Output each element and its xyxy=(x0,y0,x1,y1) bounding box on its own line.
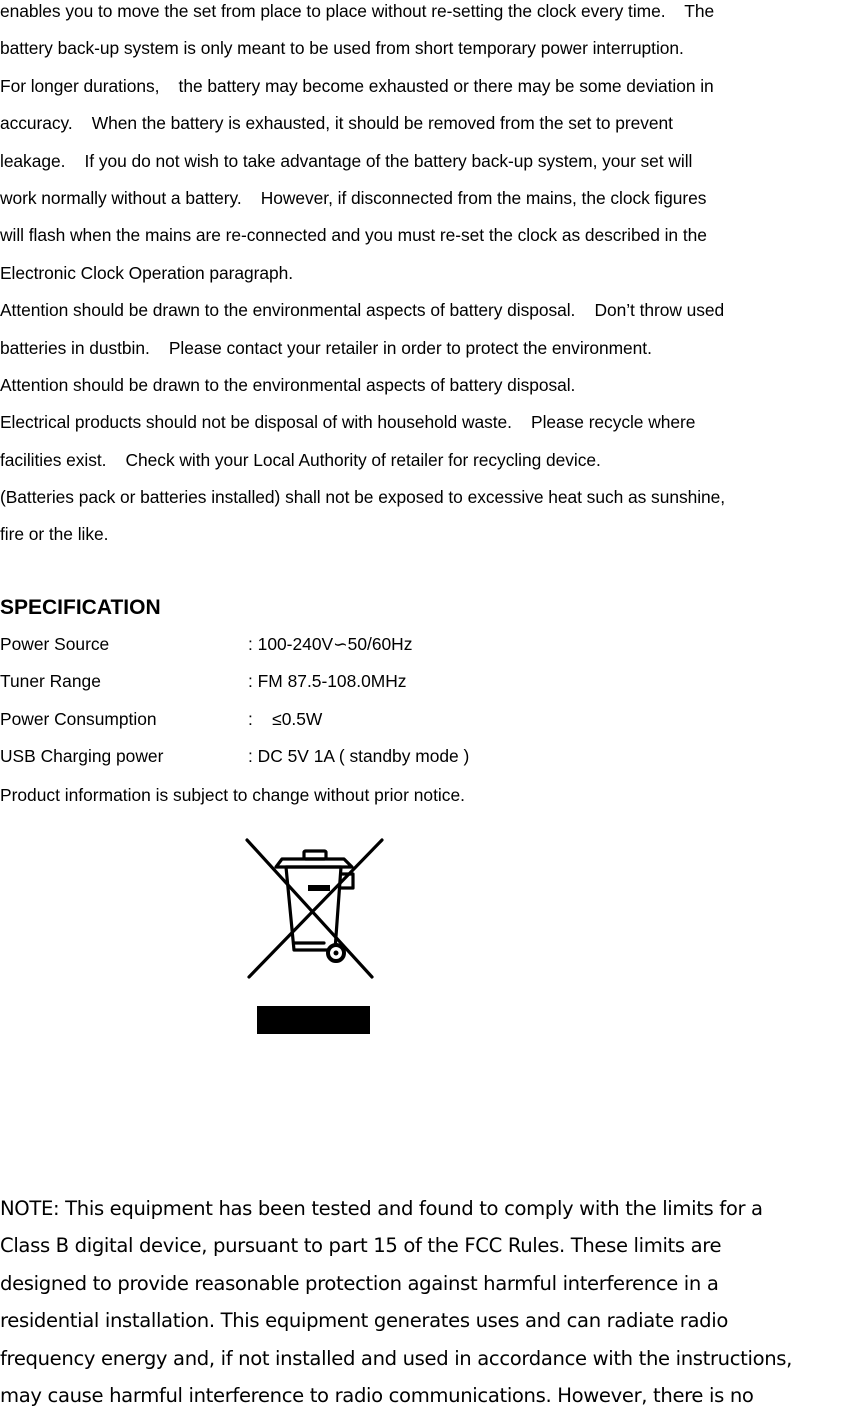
fcc-line: Class B digital device, pursuant to part 15 of the FCC Rules. These limits are xyxy=(0,1234,722,1258)
spec-label: Power Source xyxy=(0,634,110,654)
body-line: fire or the like. xyxy=(0,524,109,545)
body-line: Attention should be drawn to the environmental aspects of battery disposal. xyxy=(0,374,576,395)
spec-label: Power Consumption xyxy=(0,708,157,729)
body-line: batteries in dustbin. Please contact your retailer in order to protect the environment. xyxy=(0,337,652,358)
spec-value: : DC 5V 1A ( standby mode ) xyxy=(248,746,470,767)
fcc-line: residential installation. This equipment generates uses and can radiate radio xyxy=(0,1309,728,1333)
spec-label: Tuner Range xyxy=(0,671,101,692)
fcc-line: may cause harmful interference to radio communications. However, there is no xyxy=(0,1383,754,1407)
spec-row-power-consumption xyxy=(0,701,868,738)
body-line: battery back-up system is only meant to be used from short temporary power interruption. xyxy=(0,38,684,59)
body-line: facilities exist. Check with your Local Authority of retailer for recycling device. xyxy=(0,449,601,470)
fcc-line: NOTE: This equipment has been tested and found to comply with the limits for a xyxy=(0,1197,763,1220)
battery-and-disposal-text xyxy=(0,0,868,554)
spec-value: : FM 87.5-108.0MHz xyxy=(248,671,407,692)
fcc-line: designed to provide reasonable protection against harmful interference in a xyxy=(0,1271,719,1295)
spec-row-usb-charging xyxy=(0,738,868,775)
body-line: will flash when the mains are re-connected and you must re-set the clock as described in the xyxy=(0,225,707,246)
body-line: Electronic Clock Operation paragraph. xyxy=(0,262,293,283)
specification-heading: SPECIFICATION xyxy=(0,596,161,619)
fcc-compliance-note xyxy=(0,1190,868,1414)
spec-row-power-source xyxy=(0,626,868,663)
spec-row-tuner-range xyxy=(0,663,868,700)
body-line: For longer durations, the battery may become exhausted or there may be some deviation in xyxy=(0,75,714,96)
crossed-out-wheelie-bin-icon xyxy=(244,836,384,1038)
body-line: leakage. If you do not wish to take advantage of the battery back-up system, your set will xyxy=(0,150,693,171)
body-line: work normally without a battery. However, if disconnected from the mains, the clock figures xyxy=(0,187,707,208)
specification-table xyxy=(0,626,868,776)
spec-value: : ≤0.5W xyxy=(248,708,323,729)
body-line: enables you to move the set from place to place without re-setting the clock every time. The xyxy=(0,1,715,21)
body-line: Attention should be drawn to the environmental aspects of battery disposal. Don’t throw used xyxy=(0,300,725,321)
body-line: accuracy. When the battery is exhausted, it should be removed from the set to prevent xyxy=(0,113,673,134)
change-notice: Product information is subject to change without prior notice. xyxy=(0,785,465,805)
spec-label: USB Charging power xyxy=(0,746,164,767)
body-line: (Batteries pack or batteries installed) shall not be exposed to excessive heat such as sunshine, xyxy=(0,487,726,508)
fcc-line: frequency energy and, if not installed and used in accordance with the instructions, xyxy=(0,1346,793,1370)
spec-value: : 100-240V∽50/60Hz xyxy=(248,634,413,654)
body-line: Electrical products should not be disposal of with household waste. Please recycle where xyxy=(0,412,696,433)
